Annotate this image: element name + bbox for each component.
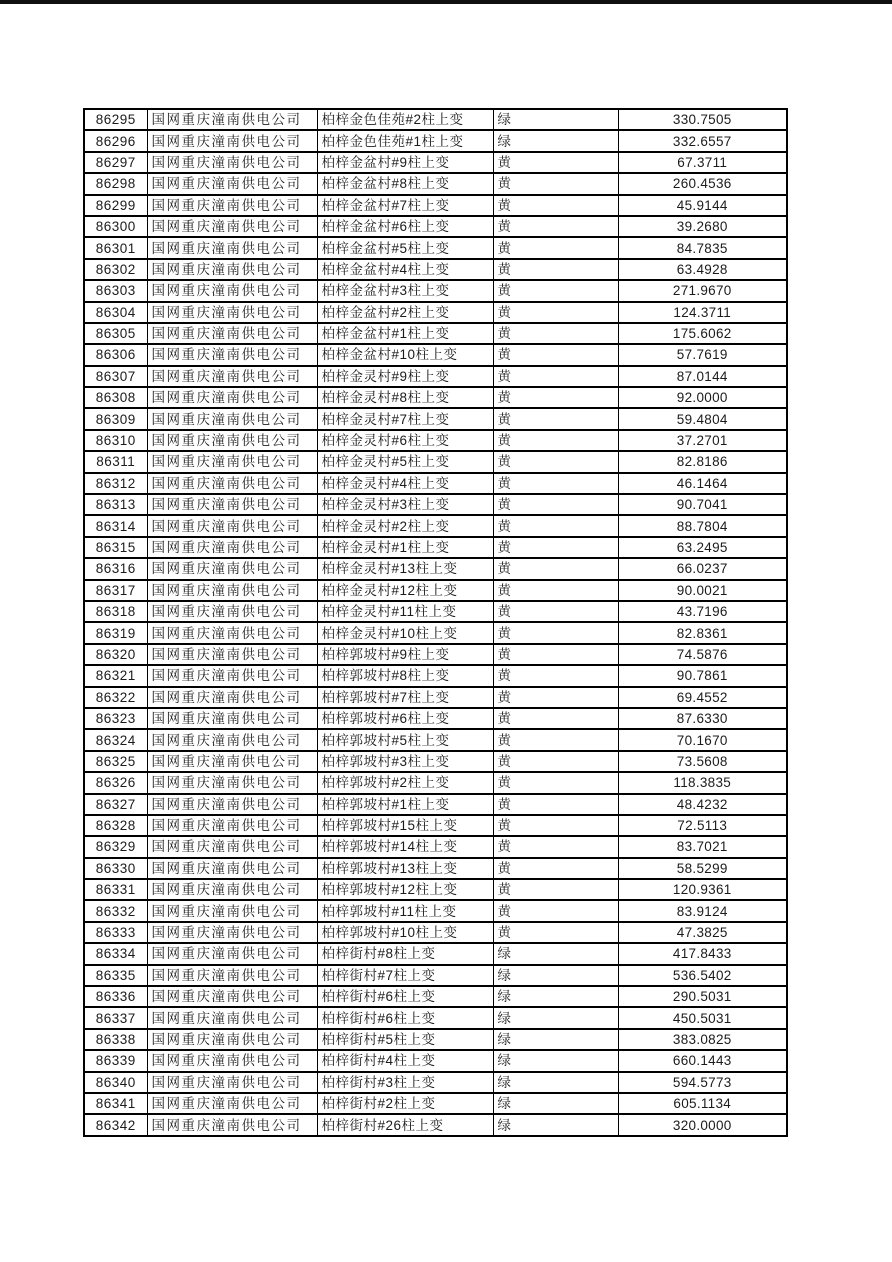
cell-status-color[interactable]: 绿: [493, 109, 618, 130]
cell-company-name[interactable]: 国网重庆潼南供电公司: [147, 622, 317, 643]
cell-company-name[interactable]: 国网重庆潼南供电公司: [147, 323, 317, 344]
table-row: [84, 430, 787, 451]
table-row: [84, 259, 787, 280]
cell-value[interactable]: 450.5031: [618, 1007, 787, 1028]
cell-station-name[interactable]: 柏梓街村#6柱上变: [317, 986, 493, 1007]
cell-station-name[interactable]: 柏梓金色佳苑#2柱上变: [317, 109, 493, 130]
cell-station-name[interactable]: 柏梓金灵村#13柱上变: [317, 558, 493, 579]
table-row: [84, 173, 787, 194]
cell-value[interactable]: 47.3825: [618, 922, 787, 943]
cell-station-name[interactable]: 柏梓街村#6柱上变: [317, 1007, 493, 1028]
table-row: [84, 473, 787, 494]
cell-station-name[interactable]: 柏梓金灵村#7柱上变: [317, 408, 493, 429]
cell-station-name[interactable]: 柏梓金灵村#9柱上变: [317, 366, 493, 387]
cell-row-id[interactable]: 86308: [84, 387, 147, 408]
cell-station-name[interactable]: 柏梓郭坡村#12柱上变: [317, 879, 493, 900]
cell-company-name[interactable]: 国网重庆潼南供电公司: [147, 259, 317, 280]
cell-company-name[interactable]: 国网重庆潼南供电公司: [147, 601, 317, 622]
cell-row-id[interactable]: 86337: [84, 1007, 147, 1028]
cell-company-name[interactable]: 国网重庆潼南供电公司: [147, 751, 317, 772]
cell-value[interactable]: 83.9124: [618, 900, 787, 921]
cell-status-color[interactable]: 黄: [493, 601, 618, 622]
cell-row-id[interactable]: 86326: [84, 772, 147, 793]
table-row: [84, 879, 787, 900]
cell-status-color[interactable]: 黄: [493, 473, 618, 494]
cell-status-color[interactable]: 黄: [493, 195, 618, 216]
cell-station-name[interactable]: 柏梓郭坡村#11柱上变: [317, 900, 493, 921]
cell-value[interactable]: 82.8361: [618, 622, 787, 643]
cell-row-id[interactable]: 86336: [84, 986, 147, 1007]
cell-row-id[interactable]: 86335: [84, 965, 147, 986]
table-row: [84, 601, 787, 622]
cell-value[interactable]: 48.4232: [618, 794, 787, 815]
cell-company-name[interactable]: 国网重庆潼南供电公司: [147, 922, 317, 943]
cell-value[interactable]: 290.5031: [618, 986, 787, 1007]
cell-value[interactable]: 260.4536: [618, 173, 787, 194]
table-row: [84, 451, 787, 472]
cell-company-name[interactable]: 国网重庆潼南供电公司: [147, 815, 317, 836]
cell-row-id[interactable]: 86317: [84, 580, 147, 601]
table-row: [84, 986, 787, 1007]
table-row: [84, 708, 787, 729]
cell-value[interactable]: 63.4928: [618, 259, 787, 280]
cell-value[interactable]: 118.3835: [618, 772, 787, 793]
cell-status-color[interactable]: 绿: [493, 1093, 618, 1114]
cell-company-name[interactable]: 国网重庆潼南供电公司: [147, 965, 317, 986]
cell-company-name[interactable]: 国网重庆潼南供电公司: [147, 195, 317, 216]
cell-value[interactable]: 90.0021: [618, 580, 787, 601]
cell-value[interactable]: 332.6557: [618, 130, 787, 151]
cell-station-name[interactable]: 柏梓街村#4柱上变: [317, 1050, 493, 1071]
data-table: [83, 108, 788, 1137]
cell-row-id[interactable]: 86333: [84, 922, 147, 943]
cell-company-name[interactable]: 国网重庆潼南供电公司: [147, 451, 317, 472]
cell-row-id[interactable]: 86302: [84, 259, 147, 280]
cell-status-color[interactable]: 黄: [493, 216, 618, 237]
cell-status-color[interactable]: 黄: [493, 858, 618, 879]
cell-value[interactable]: 88.7804: [618, 515, 787, 536]
cell-company-name[interactable]: 国网重庆潼南供电公司: [147, 152, 317, 173]
cell-status-color[interactable]: 黄: [493, 708, 618, 729]
cell-row-id[interactable]: 86314: [84, 515, 147, 536]
cell-row-id[interactable]: 86307: [84, 366, 147, 387]
cell-station-name[interactable]: 柏梓金灵村#5柱上变: [317, 451, 493, 472]
cell-status-color[interactable]: 黄: [493, 152, 618, 173]
cell-station-name[interactable]: 柏梓金盆村#5柱上变: [317, 237, 493, 258]
cell-status-color[interactable]: 黄: [493, 302, 618, 323]
table-row: [84, 216, 787, 237]
cell-row-id[interactable]: 86330: [84, 858, 147, 879]
cell-status-color[interactable]: 黄: [493, 794, 618, 815]
cell-station-name[interactable]: 柏梓金盆村#8柱上变: [317, 173, 493, 194]
cell-value[interactable]: 383.0825: [618, 1029, 787, 1050]
cell-row-id[interactable]: 86334: [84, 943, 147, 964]
cell-row-id[interactable]: 86313: [84, 494, 147, 515]
cell-row-id[interactable]: 86299: [84, 195, 147, 216]
cell-station-name[interactable]: 柏梓郭坡村#13柱上变: [317, 858, 493, 879]
cell-status-color[interactable]: 黄: [493, 515, 618, 536]
cell-status-color[interactable]: 黄: [493, 558, 618, 579]
table-row: [84, 494, 787, 515]
cell-value[interactable]: 84.7835: [618, 237, 787, 258]
table-row: [84, 387, 787, 408]
cell-row-id[interactable]: 86331: [84, 879, 147, 900]
table-row: [84, 1072, 787, 1093]
cell-company-name[interactable]: 国网重庆潼南供电公司: [147, 644, 317, 665]
cell-value[interactable]: 175.6062: [618, 323, 787, 344]
cell-company-name[interactable]: 国网重庆潼南供电公司: [147, 558, 317, 579]
table-row: [84, 1007, 787, 1028]
cell-station-name[interactable]: 柏梓郭坡村#2柱上变: [317, 772, 493, 793]
table-row: [84, 109, 787, 130]
table-row: [84, 323, 787, 344]
cell-status-color[interactable]: 黄: [493, 430, 618, 451]
cell-station-name[interactable]: 柏梓金灵村#10柱上变: [317, 622, 493, 643]
cell-station-name[interactable]: 柏梓金盆村#1柱上变: [317, 323, 493, 344]
cell-station-name[interactable]: 柏梓金灵村#12柱上变: [317, 580, 493, 601]
cell-company-name[interactable]: 国网重庆潼南供电公司: [147, 473, 317, 494]
cell-status-color[interactable]: 绿: [493, 130, 618, 151]
cell-company-name[interactable]: 国网重庆潼南供电公司: [147, 943, 317, 964]
cell-value[interactable]: 43.7196: [618, 601, 787, 622]
table-row: [84, 943, 787, 964]
table-row: [84, 751, 787, 772]
cell-status-color[interactable]: 黄: [493, 644, 618, 665]
cell-status-color[interactable]: 黄: [493, 173, 618, 194]
cell-row-id[interactable]: 86300: [84, 216, 147, 237]
cell-station-name[interactable]: 柏梓金盆村#2柱上变: [317, 302, 493, 323]
cell-company-name[interactable]: 国网重庆潼南供电公司: [147, 1007, 317, 1028]
cell-company-name[interactable]: 国网重庆潼南供电公司: [147, 729, 317, 750]
cell-station-name[interactable]: 柏梓金色佳苑#1柱上变: [317, 130, 493, 151]
cell-company-name[interactable]: 国网重庆潼南供电公司: [147, 900, 317, 921]
cell-value[interactable]: 90.7041: [618, 494, 787, 515]
cell-value[interactable]: 37.2701: [618, 430, 787, 451]
cell-status-color[interactable]: 绿: [493, 986, 618, 1007]
cell-row-id[interactable]: 86340: [84, 1072, 147, 1093]
cell-station-name[interactable]: 柏梓金盆村#4柱上变: [317, 259, 493, 280]
cell-row-id[interactable]: 86309: [84, 408, 147, 429]
cell-row-id[interactable]: 86332: [84, 900, 147, 921]
cell-status-color[interactable]: 黄: [493, 815, 618, 836]
table-row: [84, 858, 787, 879]
cell-row-id[interactable]: 86312: [84, 473, 147, 494]
cell-company-name[interactable]: 国网重庆潼南供电公司: [147, 515, 317, 536]
cell-station-name[interactable]: 柏梓郭坡村#9柱上变: [317, 644, 493, 665]
table-row: [84, 237, 787, 258]
cell-company-name[interactable]: 国网重庆潼南供电公司: [147, 302, 317, 323]
cell-status-color[interactable]: 绿: [493, 1029, 618, 1050]
cell-company-name[interactable]: 国网重庆潼南供电公司: [147, 173, 317, 194]
cell-value[interactable]: 67.3711: [618, 152, 787, 173]
cell-company-name[interactable]: 国网重庆潼南供电公司: [147, 1114, 317, 1135]
table-row: [84, 1114, 787, 1135]
cell-row-id[interactable]: 86316: [84, 558, 147, 579]
cell-company-name[interactable]: 国网重庆潼南供电公司: [147, 237, 317, 258]
cell-row-id[interactable]: 86311: [84, 451, 147, 472]
cell-row-id[interactable]: 86325: [84, 751, 147, 772]
table-row: [84, 195, 787, 216]
cell-status-color[interactable]: 黄: [493, 387, 618, 408]
cell-row-id[interactable]: 86310: [84, 430, 147, 451]
cell-value[interactable]: 39.2680: [618, 216, 787, 237]
cell-value[interactable]: 72.5113: [618, 815, 787, 836]
cell-company-name[interactable]: 国网重庆潼南供电公司: [147, 1029, 317, 1050]
cell-company-name[interactable]: 国网重庆潼南供电公司: [147, 1050, 317, 1071]
cell-status-color[interactable]: 黄: [493, 408, 618, 429]
cell-company-name[interactable]: 国网重庆潼南供电公司: [147, 836, 317, 857]
cell-row-id[interactable]: 86318: [84, 601, 147, 622]
cell-row-id[interactable]: 86319: [84, 622, 147, 643]
cell-station-name[interactable]: 柏梓郭坡村#14柱上变: [317, 836, 493, 857]
table-body: [84, 109, 787, 1136]
cell-value[interactable]: 417.8433: [618, 943, 787, 964]
cell-status-color[interactable]: 黄: [493, 280, 618, 301]
table-row: [84, 622, 787, 643]
cell-status-color[interactable]: 黄: [493, 879, 618, 900]
cell-value[interactable]: 74.5876: [618, 644, 787, 665]
cell-status-color[interactable]: 黄: [493, 237, 618, 258]
cell-status-color[interactable]: 黄: [493, 451, 618, 472]
cell-row-id[interactable]: 86323: [84, 708, 147, 729]
cell-station-name[interactable]: 柏梓金灵村#6柱上变: [317, 430, 493, 451]
cell-row-id[interactable]: 86327: [84, 794, 147, 815]
cell-station-name[interactable]: 柏梓金灵村#8柱上变: [317, 387, 493, 408]
cell-value[interactable]: 536.5402: [618, 965, 787, 986]
cell-status-color[interactable]: 黄: [493, 622, 618, 643]
cell-company-name[interactable]: 国网重庆潼南供电公司: [147, 387, 317, 408]
cell-station-name[interactable]: 柏梓金盆村#9柱上变: [317, 152, 493, 173]
cell-row-id[interactable]: 86315: [84, 537, 147, 558]
cell-value[interactable]: 124.3711: [618, 302, 787, 323]
cell-row-id[interactable]: 86342: [84, 1114, 147, 1135]
cell-value[interactable]: 87.6330: [618, 708, 787, 729]
cell-row-id[interactable]: 86328: [84, 815, 147, 836]
cell-company-name[interactable]: 国网重庆潼南供电公司: [147, 1072, 317, 1093]
cell-value[interactable]: 271.9670: [618, 280, 787, 301]
table-row: [84, 537, 787, 558]
cell-status-color[interactable]: 绿: [493, 965, 618, 986]
cell-value[interactable]: 83.7021: [618, 836, 787, 857]
cell-row-id[interactable]: 86341: [84, 1093, 147, 1114]
cell-row-id[interactable]: 86301: [84, 237, 147, 258]
cell-status-color[interactable]: 黄: [493, 323, 618, 344]
table-row: [84, 965, 787, 986]
cell-station-name[interactable]: 柏梓金灵村#1柱上变: [317, 537, 493, 558]
table-row: [84, 366, 787, 387]
cell-company-name[interactable]: 国网重庆潼南供电公司: [147, 109, 317, 130]
table-row: [84, 558, 787, 579]
table-row: [84, 580, 787, 601]
cell-value[interactable]: 82.8186: [618, 451, 787, 472]
table-row: [84, 130, 787, 151]
cell-status-color[interactable]: 黄: [493, 772, 618, 793]
cell-status-color[interactable]: 黄: [493, 922, 618, 943]
cell-company-name[interactable]: 国网重庆潼南供电公司: [147, 537, 317, 558]
cell-company-name[interactable]: 国网重庆潼南供电公司: [147, 794, 317, 815]
table-row: [84, 152, 787, 173]
cell-station-name[interactable]: 柏梓金盆村#3柱上变: [317, 280, 493, 301]
cell-status-color[interactable]: 绿: [493, 1072, 618, 1093]
cell-value[interactable]: 69.4552: [618, 687, 787, 708]
cell-row-id[interactable]: 86338: [84, 1029, 147, 1050]
cell-row-id[interactable]: 86295: [84, 109, 147, 130]
cell-value[interactable]: 90.7861: [618, 665, 787, 686]
cell-value[interactable]: 66.0237: [618, 558, 787, 579]
cell-company-name[interactable]: 国网重庆潼南供电公司: [147, 408, 317, 429]
table-row: [84, 644, 787, 665]
cell-company-name[interactable]: 国网重庆潼南供电公司: [147, 986, 317, 1007]
table-row: [84, 344, 787, 365]
cell-row-id[interactable]: 86320: [84, 644, 147, 665]
table-row: [84, 794, 787, 815]
cell-value[interactable]: 57.7619: [618, 344, 787, 365]
cell-value[interactable]: 92.0000: [618, 387, 787, 408]
cell-company-name[interactable]: 国网重庆潼南供电公司: [147, 430, 317, 451]
cell-row-id[interactable]: 86304: [84, 302, 147, 323]
cell-value[interactable]: 87.0144: [618, 366, 787, 387]
cell-company-name[interactable]: 国网重庆潼南供电公司: [147, 772, 317, 793]
cell-status-color[interactable]: 黄: [493, 751, 618, 772]
table-row: [84, 772, 787, 793]
cell-station-name[interactable]: 柏梓街村#7柱上变: [317, 965, 493, 986]
cell-status-color[interactable]: 黄: [493, 665, 618, 686]
cell-row-id[interactable]: 86329: [84, 836, 147, 857]
cell-value[interactable]: 320.0000: [618, 1114, 787, 1135]
cell-row-id[interactable]: 86306: [84, 344, 147, 365]
cell-value[interactable]: 120.9361: [618, 879, 787, 900]
cell-company-name[interactable]: 国网重庆潼南供电公司: [147, 1093, 317, 1114]
cell-station-name[interactable]: 柏梓街村#3柱上变: [317, 1072, 493, 1093]
table-row: [84, 836, 787, 857]
cell-company-name[interactable]: 国网重庆潼南供电公司: [147, 130, 317, 151]
cell-value[interactable]: 330.7505: [618, 109, 787, 130]
cell-value[interactable]: 59.4804: [618, 408, 787, 429]
cell-station-name[interactable]: 柏梓郭坡村#3柱上变: [317, 751, 493, 772]
cell-status-color[interactable]: 黄: [493, 344, 618, 365]
cell-station-name[interactable]: 柏梓郭坡村#8柱上变: [317, 665, 493, 686]
cell-station-name[interactable]: 柏梓金盆村#10柱上变: [317, 344, 493, 365]
cell-station-name[interactable]: 柏梓街村#2柱上变: [317, 1093, 493, 1114]
cell-status-color[interactable]: 黄: [493, 729, 618, 750]
cell-status-color[interactable]: 黄: [493, 580, 618, 601]
cell-station-name[interactable]: 柏梓金灵村#11柱上变: [317, 601, 493, 622]
top-edge-bar: [0, 0, 892, 4]
cell-company-name[interactable]: 国网重庆潼南供电公司: [147, 494, 317, 515]
cell-row-id[interactable]: 86322: [84, 687, 147, 708]
cell-row-id[interactable]: 86296: [84, 130, 147, 151]
table-row: [84, 729, 787, 750]
table-row: [84, 280, 787, 301]
cell-status-color[interactable]: 绿: [493, 1007, 618, 1028]
cell-company-name[interactable]: 国网重庆潼南供电公司: [147, 708, 317, 729]
cell-status-color[interactable]: 黄: [493, 259, 618, 280]
cell-row-id[interactable]: 86297: [84, 152, 147, 173]
cell-status-color[interactable]: 黄: [493, 494, 618, 515]
cell-value[interactable]: 58.5299: [618, 858, 787, 879]
cell-row-id[interactable]: 86305: [84, 323, 147, 344]
cell-company-name[interactable]: 国网重庆潼南供电公司: [147, 858, 317, 879]
cell-value[interactable]: 660.1443: [618, 1050, 787, 1071]
cell-status-color[interactable]: 黄: [493, 537, 618, 558]
cell-station-name[interactable]: 柏梓郭坡村#6柱上变: [317, 708, 493, 729]
cell-status-color[interactable]: 黄: [493, 687, 618, 708]
cell-value[interactable]: 46.1464: [618, 473, 787, 494]
cell-station-name[interactable]: 柏梓街村#5柱上变: [317, 1029, 493, 1050]
cell-station-name[interactable]: 柏梓郭坡村#7柱上变: [317, 687, 493, 708]
cell-value[interactable]: 63.2495: [618, 537, 787, 558]
cell-company-name[interactable]: 国网重庆潼南供电公司: [147, 216, 317, 237]
cell-company-name[interactable]: 国网重庆潼南供电公司: [147, 366, 317, 387]
cell-company-name[interactable]: 国网重庆潼南供电公司: [147, 687, 317, 708]
cell-company-name[interactable]: 国网重庆潼南供电公司: [147, 280, 317, 301]
cell-company-name[interactable]: 国网重庆潼南供电公司: [147, 665, 317, 686]
cell-value[interactable]: 73.5608: [618, 751, 787, 772]
cell-status-color[interactable]: 绿: [493, 1114, 618, 1135]
cell-status-color[interactable]: 绿: [493, 943, 618, 964]
cell-station-name[interactable]: 柏梓郭坡村#15柱上变: [317, 815, 493, 836]
cell-row-id[interactable]: 86298: [84, 173, 147, 194]
table-row: [84, 515, 787, 536]
table-row: [84, 922, 787, 943]
cell-status-color[interactable]: 黄: [493, 366, 618, 387]
cell-station-name[interactable]: 柏梓金灵村#3柱上变: [317, 494, 493, 515]
cell-station-name[interactable]: 柏梓郭坡村#5柱上变: [317, 729, 493, 750]
table-row: [84, 665, 787, 686]
cell-value[interactable]: 605.1134: [618, 1093, 787, 1114]
cell-company-name[interactable]: 国网重庆潼南供电公司: [147, 344, 317, 365]
table-row: [84, 1050, 787, 1071]
cell-status-color[interactable]: 绿: [493, 1050, 618, 1071]
cell-row-id[interactable]: 86339: [84, 1050, 147, 1071]
cell-station-name[interactable]: 柏梓金盆村#7柱上变: [317, 195, 493, 216]
cell-station-name[interactable]: 柏梓街村#8柱上变: [317, 943, 493, 964]
cell-status-color[interactable]: 黄: [493, 836, 618, 857]
table-row: [84, 302, 787, 323]
table-row: [84, 408, 787, 429]
cell-status-color[interactable]: 黄: [493, 900, 618, 921]
cell-station-name[interactable]: 柏梓金灵村#2柱上变: [317, 515, 493, 536]
cell-value[interactable]: 594.5773: [618, 1072, 787, 1093]
cell-station-name[interactable]: 柏梓街村#26柱上变: [317, 1114, 493, 1135]
table-row: [84, 1093, 787, 1114]
cell-company-name[interactable]: 国网重庆潼南供电公司: [147, 580, 317, 601]
cell-value[interactable]: 70.1670: [618, 729, 787, 750]
cell-company-name[interactable]: 国网重庆潼南供电公司: [147, 879, 317, 900]
cell-station-name[interactable]: 柏梓金盆村#6柱上变: [317, 216, 493, 237]
table-row: [84, 815, 787, 836]
cell-value[interactable]: 45.9144: [618, 195, 787, 216]
cell-station-name[interactable]: 柏梓郭坡村#10柱上变: [317, 922, 493, 943]
cell-row-id[interactable]: 86303: [84, 280, 147, 301]
cell-station-name[interactable]: 柏梓金灵村#4柱上变: [317, 473, 493, 494]
cell-station-name[interactable]: 柏梓郭坡村#1柱上变: [317, 794, 493, 815]
table-row: [84, 687, 787, 708]
table-row: [84, 1029, 787, 1050]
cell-row-id[interactable]: 86321: [84, 665, 147, 686]
cell-row-id[interactable]: 86324: [84, 729, 147, 750]
table-row: [84, 900, 787, 921]
